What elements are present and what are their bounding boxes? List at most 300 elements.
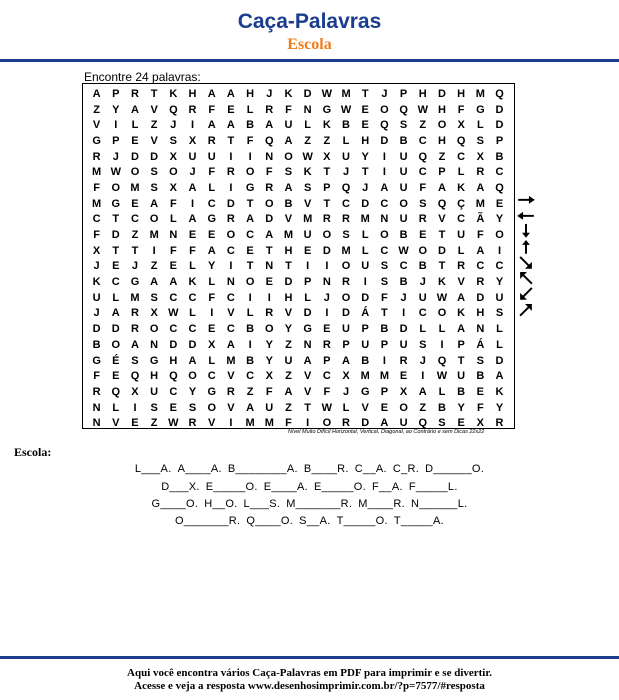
grid-cell[interactable]: J	[266, 87, 273, 100]
grid-cell[interactable]: U	[399, 181, 408, 194]
grid-cell[interactable]: M	[360, 370, 370, 383]
grid-cell[interactable]: A	[92, 87, 101, 100]
grid-cell[interactable]: C	[226, 291, 235, 304]
grid-cell[interactable]: I	[152, 244, 156, 257]
grid-cell[interactable]: X	[188, 134, 197, 147]
grid-cell[interactable]: Y	[112, 103, 120, 116]
grid-cell[interactable]: D	[437, 87, 446, 100]
grid-cell[interactable]: U	[457, 370, 466, 383]
grid-cell[interactable]: L	[361, 244, 369, 257]
grid-cell[interactable]: I	[248, 291, 252, 304]
grid-cell[interactable]: L	[208, 181, 216, 194]
grid-cell[interactable]: C	[380, 197, 389, 210]
grid-cell[interactable]: H	[284, 291, 293, 304]
grid-cell[interactable]: I	[229, 150, 233, 163]
grid-cell[interactable]: U	[284, 354, 293, 367]
grid-cell[interactable]: U	[399, 150, 408, 163]
grid-cell[interactable]: Z	[304, 134, 312, 147]
grid-cell[interactable]: A	[169, 276, 178, 289]
grid-cell[interactable]: A	[111, 307, 120, 320]
grid-cell[interactable]: N	[303, 103, 312, 116]
grid-cell[interactable]: R	[188, 103, 197, 116]
grid-cell[interactable]: A	[476, 181, 485, 194]
grid-cell[interactable]: S	[150, 181, 158, 194]
grid-cell[interactable]: L	[342, 134, 350, 147]
grid-cell[interactable]: N	[92, 401, 101, 414]
grid-cell[interactable]: Q	[437, 197, 447, 210]
grid-cell[interactable]: L	[304, 119, 312, 132]
grid-cell[interactable]: O	[495, 229, 504, 242]
grid-cell[interactable]: O	[341, 291, 351, 304]
grid-cell[interactable]: J	[342, 166, 350, 179]
grid-cell[interactable]: G	[207, 385, 216, 398]
grid-cell[interactable]: S	[150, 166, 158, 179]
grid-cell[interactable]: F	[476, 401, 484, 414]
grid-cell[interactable]: A	[457, 291, 466, 304]
grid-cell[interactable]: Z	[285, 401, 292, 414]
grid-cell[interactable]: B	[437, 401, 446, 414]
grid-cell[interactable]: U	[399, 213, 408, 226]
grid-cell[interactable]: H	[188, 87, 197, 100]
grid-cell[interactable]: L	[419, 323, 427, 336]
grid-cell[interactable]: M	[379, 370, 389, 383]
grid-cell[interactable]: T	[131, 244, 139, 257]
grid-cell[interactable]: T	[265, 244, 273, 257]
grid-cell[interactable]: Z	[285, 370, 292, 383]
grid-cell[interactable]: P	[112, 87, 120, 100]
grid-cell[interactable]: I	[402, 307, 406, 320]
grid-cell[interactable]: I	[421, 370, 425, 383]
grid-cell[interactable]: A	[188, 181, 197, 194]
grid-cell[interactable]: E	[361, 119, 369, 132]
grid-cell[interactable]: R	[457, 260, 466, 273]
grid-cell[interactable]: T	[285, 260, 292, 273]
grid-cell[interactable]: O	[226, 229, 236, 242]
grid-cell[interactable]: P	[303, 276, 312, 289]
grid-cell[interactable]: L	[438, 385, 446, 398]
grid-cell[interactable]: B	[342, 119, 350, 132]
grid-cell[interactable]: W	[340, 103, 352, 116]
grid-cell[interactable]: U	[188, 150, 197, 163]
grid-cell[interactable]: V	[303, 197, 312, 210]
grid-cell[interactable]: E	[361, 103, 369, 116]
grid-cell[interactable]: B	[246, 354, 255, 367]
grid-cell[interactable]: S	[419, 197, 427, 210]
grid-cell[interactable]: T	[323, 166, 331, 179]
grid-cell[interactable]: A	[495, 370, 504, 383]
grid-cell[interactable]: O	[149, 213, 159, 226]
grid-cell[interactable]: P	[438, 166, 446, 179]
grid-cell[interactable]: R	[188, 417, 197, 430]
grid-cell[interactable]: U	[399, 417, 408, 430]
grid-cell[interactable]: O	[322, 417, 332, 430]
grid-cell[interactable]: D	[265, 213, 274, 226]
grid-cell[interactable]: D	[495, 354, 504, 367]
grid-cell[interactable]: C	[169, 291, 178, 304]
grid-cell[interactable]: K	[92, 276, 101, 289]
grid-cell[interactable]: O	[188, 370, 197, 383]
grid-cell[interactable]: T	[323, 197, 331, 210]
grid-cell[interactable]: Q	[169, 370, 178, 383]
grid-cell[interactable]: E	[476, 385, 485, 398]
grid-cell[interactable]: G	[92, 354, 101, 367]
grid-cell[interactable]: T	[112, 244, 120, 257]
grid-cell[interactable]: J	[419, 276, 426, 289]
grid-cell[interactable]: V	[303, 385, 312, 398]
grid-cell[interactable]: E	[208, 323, 216, 336]
grid-cell[interactable]: F	[476, 229, 484, 242]
grid-cell[interactable]: T	[246, 260, 254, 273]
grid-cell[interactable]: C	[111, 276, 120, 289]
grid-cell[interactable]: I	[325, 260, 329, 273]
grid-cell[interactable]: Q	[399, 103, 408, 116]
grid-cell[interactable]: I	[191, 197, 195, 210]
grid-cell[interactable]: T	[361, 166, 369, 179]
grid-cell[interactable]: J	[342, 385, 350, 398]
grid-cell[interactable]: J	[93, 260, 100, 273]
grid-cell[interactable]: Y	[495, 213, 504, 226]
grid-cell[interactable]: E	[380, 401, 389, 414]
grid-cell[interactable]: S	[169, 134, 178, 147]
grid-cell[interactable]: T	[304, 401, 312, 414]
grid-cell[interactable]: F	[265, 166, 273, 179]
grid-cell[interactable]: C	[246, 370, 255, 383]
grid-cell[interactable]: E	[265, 276, 273, 289]
grid-cell[interactable]: U	[92, 291, 101, 304]
grid-cell[interactable]: A	[418, 385, 427, 398]
grid-cell[interactable]: O	[111, 338, 121, 351]
grid-cell[interactable]: R	[476, 166, 485, 179]
grid-cell[interactable]: A	[380, 181, 389, 194]
grid-cell[interactable]: A	[284, 385, 293, 398]
grid-cell[interactable]: F	[93, 181, 100, 194]
grid-cell[interactable]: D	[284, 276, 293, 289]
grid-cell[interactable]: Q	[169, 103, 178, 116]
grid-cell[interactable]: R	[342, 417, 350, 430]
grid-cell[interactable]: D	[226, 197, 235, 210]
grid-cell[interactable]: Q	[495, 87, 504, 100]
grid-cell[interactable]: B	[246, 323, 255, 336]
grid-cell[interactable]: D	[322, 244, 331, 257]
grid-cell[interactable]: E	[227, 103, 235, 116]
grid-cell[interactable]: C	[92, 213, 101, 226]
grid-cell[interactable]: X	[476, 150, 485, 163]
grid-cell[interactable]: C	[495, 166, 504, 179]
grid-cell[interactable]: O	[245, 276, 255, 289]
grid-cell[interactable]: F	[208, 166, 216, 179]
grid-cell[interactable]: U	[361, 338, 370, 351]
grid-cell[interactable]: F	[285, 417, 292, 430]
grid-cell[interactable]: D	[169, 338, 178, 351]
grid-cell[interactable]: Z	[150, 119, 158, 132]
grid-cell[interactable]: X	[457, 119, 465, 132]
grid-cell[interactable]: R	[207, 134, 216, 147]
grid-cell[interactable]: O	[245, 166, 255, 179]
grid-cell[interactable]: B	[399, 229, 408, 242]
grid-cell[interactable]: C	[169, 323, 178, 336]
grid-cell[interactable]: H	[169, 354, 178, 367]
grid-cell[interactable]: X	[476, 417, 485, 430]
grid-cell[interactable]: Q	[418, 417, 428, 430]
grid-cell[interactable]: Q	[418, 150, 428, 163]
grid-cell[interactable]: C	[169, 385, 178, 398]
grid-cell[interactable]: G	[245, 181, 255, 194]
grid-cell[interactable]: Z	[438, 150, 446, 163]
grid-cell[interactable]: Z	[131, 229, 139, 242]
grid-cell[interactable]: W	[168, 417, 179, 430]
grid-cell[interactable]: N	[226, 276, 235, 289]
grid-cell[interactable]: T	[361, 87, 369, 100]
grid-cell[interactable]: L	[457, 244, 465, 257]
grid-cell[interactable]: N	[265, 260, 274, 273]
grid-cell[interactable]: D	[495, 119, 504, 132]
grid-cell[interactable]: J	[419, 354, 426, 367]
grid-cell[interactable]: A	[188, 213, 197, 226]
grid-cell[interactable]: F	[285, 103, 292, 116]
grid-cell[interactable]: F	[265, 385, 273, 398]
grid-cell[interactable]: F	[246, 134, 254, 147]
grid-cell[interactable]: I	[248, 150, 252, 163]
grid-cell[interactable]: I	[325, 307, 329, 320]
grid-cell[interactable]: R	[226, 385, 235, 398]
grid-cell[interactable]: S	[150, 291, 158, 304]
grid-cell[interactable]: O	[437, 307, 447, 320]
grid-cell[interactable]: V	[227, 370, 235, 383]
grid-cell[interactable]: A	[342, 354, 350, 367]
grid-cell[interactable]: E	[495, 197, 504, 210]
grid-cell[interactable]: S	[380, 276, 389, 289]
grid-cell[interactable]: W	[321, 401, 333, 414]
grid-cell[interactable]: U	[399, 338, 408, 351]
grid-cell[interactable]: O	[149, 323, 159, 336]
grid-cell[interactable]: Z	[150, 260, 158, 273]
grid-cell[interactable]: V	[208, 417, 216, 430]
grid-cell[interactable]: I	[267, 291, 271, 304]
grid-cell[interactable]: L	[496, 323, 503, 336]
grid-cell[interactable]: A	[207, 119, 216, 132]
grid-cell[interactable]: O	[399, 401, 408, 414]
grid-cell[interactable]: H	[418, 87, 427, 100]
grid-cell[interactable]: D	[495, 103, 504, 116]
grid-cell[interactable]: O	[265, 197, 274, 210]
grid-cell[interactable]: M	[226, 354, 236, 367]
grid-cell[interactable]: K	[457, 307, 466, 320]
grid-cell[interactable]: D	[342, 307, 350, 320]
grid-cell[interactable]: D	[476, 291, 485, 304]
grid-cell[interactable]: I	[229, 417, 233, 430]
grid-cell[interactable]: C	[457, 150, 466, 163]
grid-cell[interactable]: L	[112, 291, 120, 304]
grid-cell[interactable]: J	[362, 181, 369, 194]
grid-cell[interactable]: C	[188, 323, 197, 336]
grid-cell[interactable]: M	[130, 181, 140, 194]
grid-cell[interactable]: B	[246, 119, 255, 132]
grid-cell[interactable]: O	[265, 323, 274, 336]
grid-cell[interactable]: U	[265, 401, 274, 414]
grid-cell[interactable]: V	[284, 213, 293, 226]
grid-cell[interactable]: F	[208, 103, 216, 116]
grid-cell[interactable]: U	[303, 229, 312, 242]
grid-cell[interactable]: B	[418, 260, 427, 273]
grid-cell[interactable]: E	[303, 244, 312, 257]
grid-cell[interactable]: W	[110, 166, 121, 179]
grid-cell[interactable]: U	[150, 385, 159, 398]
grid-cell[interactable]: R	[226, 166, 235, 179]
grid-cell[interactable]: J	[93, 307, 100, 320]
grid-cell[interactable]: N	[169, 229, 178, 242]
grid-cell[interactable]: E	[457, 417, 465, 430]
grid-cell[interactable]: L	[438, 323, 446, 336]
grid-cell[interactable]: A	[265, 119, 274, 132]
grid-cell[interactable]: F	[381, 291, 388, 304]
grid-cell[interactable]: B	[457, 385, 466, 398]
grid-cell[interactable]: E	[112, 260, 120, 273]
grid-cell[interactable]: C	[418, 134, 427, 147]
grid-cell[interactable]: I	[306, 260, 310, 273]
grid-cell[interactable]: É	[112, 354, 120, 367]
grid-cell[interactable]: F	[169, 244, 177, 257]
grid-cell[interactable]: D	[361, 417, 370, 430]
grid-cell[interactable]: D	[303, 87, 312, 100]
grid-cell[interactable]: S	[419, 338, 427, 351]
grid-cell[interactable]: I	[248, 338, 252, 351]
grid-cell[interactable]: B	[399, 276, 408, 289]
grid-cell[interactable]: L	[208, 276, 216, 289]
grid-cell[interactable]: R	[130, 87, 139, 100]
grid-cell[interactable]: L	[112, 401, 120, 414]
grid-cell[interactable]: S	[284, 166, 293, 179]
grid-cell[interactable]: G	[303, 323, 312, 336]
grid-cell[interactable]: M	[341, 87, 351, 100]
grid-cell[interactable]: P	[323, 181, 331, 194]
grid-cell[interactable]: C	[457, 213, 466, 226]
grid-cell[interactable]: A	[476, 244, 485, 257]
grid-cell[interactable]: A	[457, 323, 466, 336]
grid-cell[interactable]: V	[284, 307, 293, 320]
grid-cell[interactable]: O	[437, 119, 447, 132]
grid-cell[interactable]: I	[229, 260, 233, 273]
grid-cell[interactable]: D	[361, 291, 370, 304]
grid-cell[interactable]: A	[246, 213, 255, 226]
grid-cell[interactable]: A	[303, 354, 312, 367]
grid-cell[interactable]: S	[438, 417, 446, 430]
grid-cell[interactable]: I	[114, 119, 118, 132]
grid-cell[interactable]: U	[361, 260, 370, 273]
grid-cell[interactable]: G	[130, 276, 140, 289]
grid-cell[interactable]: A	[380, 417, 389, 430]
grid-cell[interactable]: B	[380, 323, 389, 336]
grid-cell[interactable]: X	[169, 181, 178, 194]
grid-cell[interactable]: O	[418, 244, 428, 257]
grid-cell[interactable]: F	[323, 385, 331, 398]
grid-cell[interactable]: U	[457, 229, 466, 242]
grid-cell[interactable]: X	[150, 307, 158, 320]
grid-cell[interactable]: O	[399, 197, 408, 210]
grid-cell[interactable]: Y	[265, 338, 273, 351]
grid-cell[interactable]: I	[498, 244, 502, 257]
grid-cell[interactable]: I	[382, 150, 386, 163]
grid-cell[interactable]: U	[399, 166, 408, 179]
grid-cell[interactable]: K	[322, 119, 331, 132]
grid-cell[interactable]: J	[131, 260, 139, 273]
grid-cell[interactable]: C	[418, 307, 427, 320]
grid-cell[interactable]: S	[476, 134, 485, 147]
grid-cell[interactable]: B	[476, 370, 485, 383]
grid-cell[interactable]: Y	[188, 385, 197, 398]
grid-cell[interactable]: Á	[361, 307, 370, 320]
grid-cell[interactable]: D	[130, 150, 139, 163]
grid-cell[interactable]: V	[150, 134, 158, 147]
grid-cell[interactable]: Ç	[457, 197, 466, 210]
grid-cell[interactable]: S	[303, 181, 312, 194]
grid-cell[interactable]: O	[322, 229, 332, 242]
grid-cell[interactable]: E	[169, 260, 178, 273]
grid-cell[interactable]: V	[303, 370, 312, 383]
grid-cell[interactable]: B	[361, 354, 370, 367]
grid-cell[interactable]: X	[265, 370, 273, 383]
grid-cell[interactable]: U	[342, 323, 350, 336]
grid-cell[interactable]: D	[361, 197, 370, 210]
grid-cell[interactable]: M	[360, 213, 370, 226]
grid-cell[interactable]: B	[92, 338, 101, 351]
grid-cell[interactable]: O	[380, 103, 389, 116]
grid-cell[interactable]: D	[111, 229, 120, 242]
grid-cell[interactable]: R	[322, 338, 331, 351]
grid-cell[interactable]: U	[418, 291, 427, 304]
grid-cell[interactable]: E	[131, 417, 139, 430]
grid-cell[interactable]: D	[150, 150, 159, 163]
grid-cell[interactable]: K	[495, 385, 504, 398]
grid-cell[interactable]: H	[246, 87, 255, 100]
grid-cell[interactable]: L	[304, 291, 312, 304]
grid-cell[interactable]: V	[438, 213, 446, 226]
grid-cell[interactable]: R	[226, 213, 235, 226]
grid-cell[interactable]: A	[188, 354, 197, 367]
grid-cell[interactable]: A	[226, 119, 235, 132]
grid-cell[interactable]: Á	[476, 338, 485, 351]
grid-cell[interactable]: P	[342, 338, 350, 351]
grid-cell[interactable]: I	[229, 181, 233, 194]
grid-cell[interactable]: I	[306, 417, 310, 430]
grid-cell[interactable]: W	[168, 307, 179, 320]
grid-cell[interactable]: E	[246, 244, 254, 257]
grid-cell[interactable]: H	[437, 103, 446, 116]
grid-cell[interactable]: D	[303, 307, 312, 320]
grid-cell[interactable]: R	[130, 307, 139, 320]
grid-cell[interactable]: Q	[380, 119, 389, 132]
grid-cell[interactable]: P	[380, 338, 389, 351]
grid-cell[interactable]: L	[208, 354, 216, 367]
grid-cell[interactable]: S	[342, 229, 350, 242]
grid-cell[interactable]: F	[93, 370, 100, 383]
grid-cell[interactable]: J	[381, 87, 388, 100]
grid-cell[interactable]: O	[130, 166, 140, 179]
footer-line-2[interactable]: Acesse e veja a resposta www.desenhosimprimir.com.br/?p=7577/#resposta	[134, 680, 485, 692]
grid-cell[interactable]: G	[207, 213, 216, 226]
grid-cell[interactable]: P	[323, 354, 331, 367]
grid-cell[interactable]: A	[246, 401, 255, 414]
grid-cell[interactable]: C	[130, 213, 139, 226]
grid-cell[interactable]: M	[475, 197, 485, 210]
grid-cell[interactable]: X	[131, 385, 139, 398]
grid-cell[interactable]: Y	[457, 401, 465, 414]
grid-cell[interactable]: E	[112, 370, 120, 383]
grid-cell[interactable]: C	[322, 370, 331, 383]
grid-cell[interactable]: M	[92, 197, 102, 210]
grid-cell[interactable]: D	[188, 338, 197, 351]
grid-cell[interactable]: E	[323, 323, 331, 336]
grid-cell[interactable]: I	[440, 338, 444, 351]
